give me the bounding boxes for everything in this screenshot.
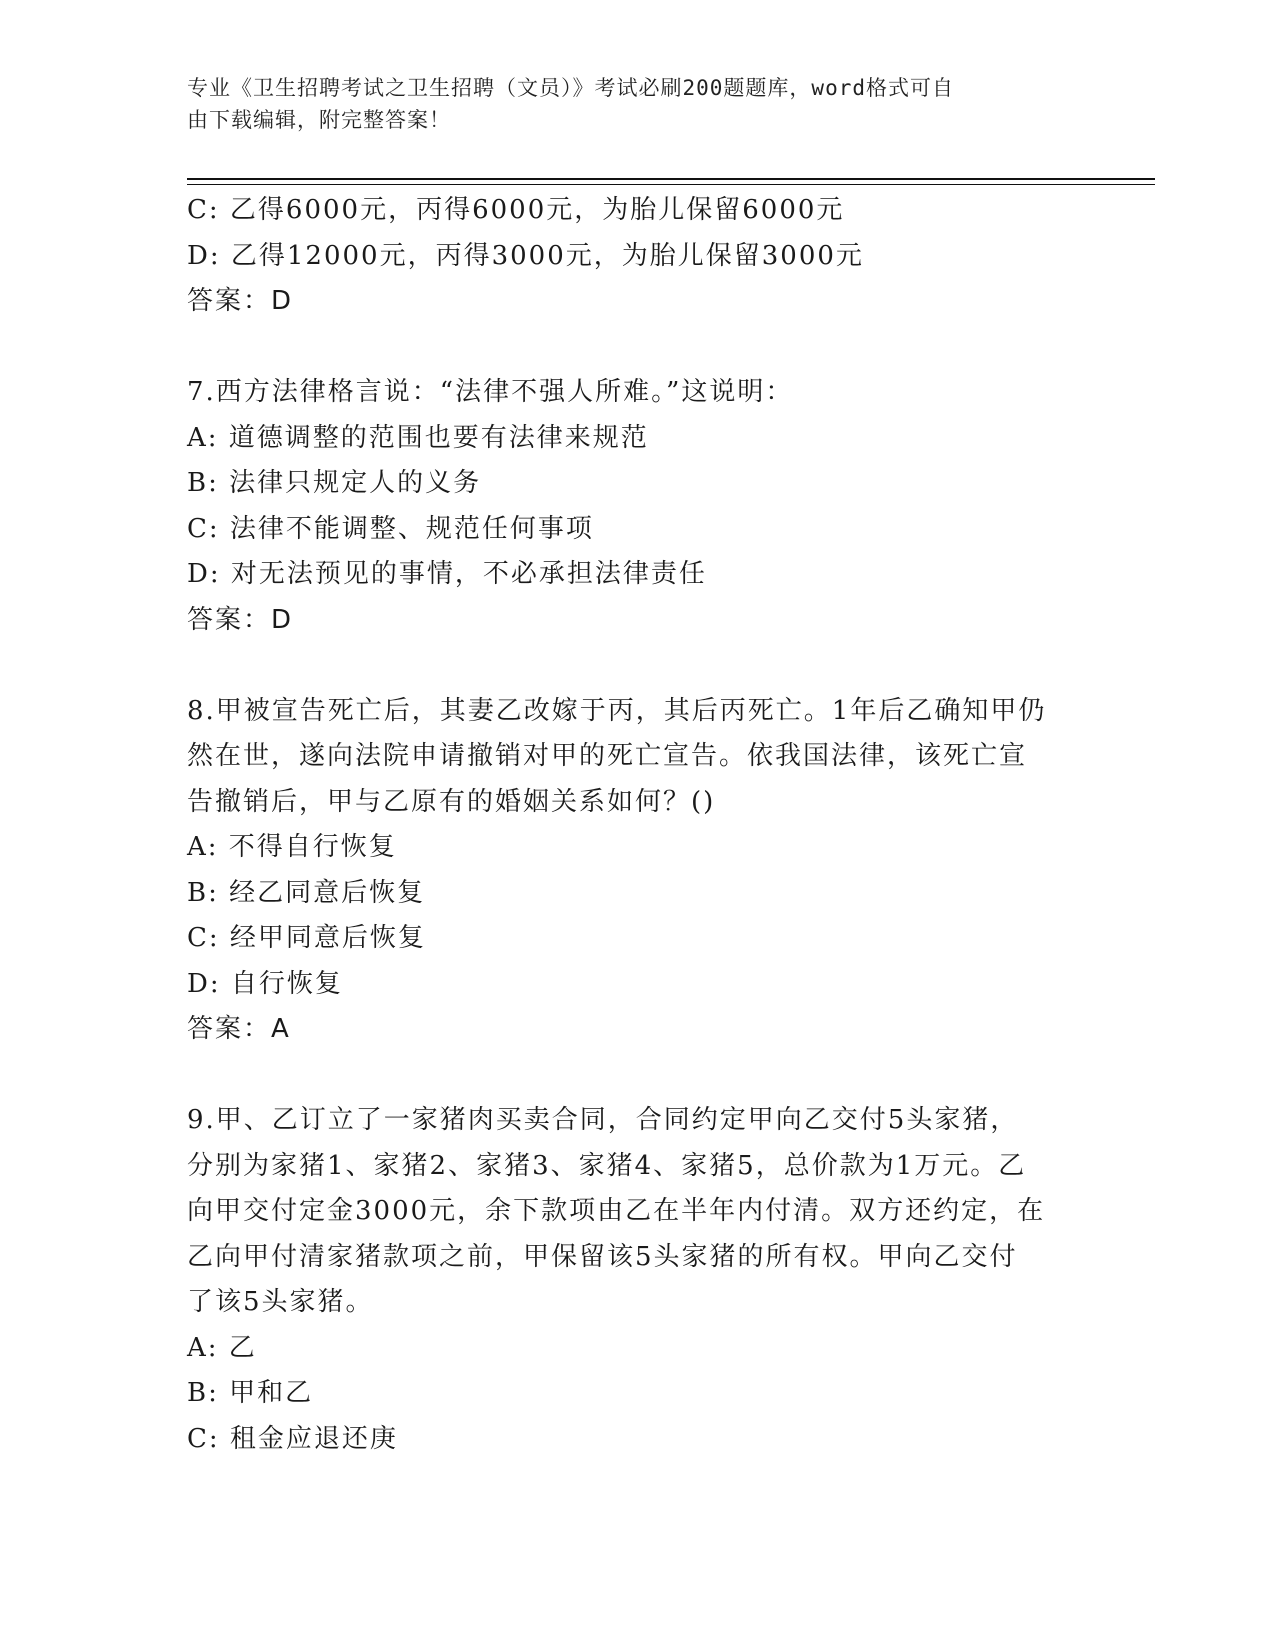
q8-stem-line-1: 8.甲被宣告死亡后，其妻乙改嫁于丙，其后丙死亡。1年后乙确知甲仍 [187,695,1047,726]
prev-answer: 答案：D [187,286,294,316]
q8-option-a: A: 不得自行恢复 [187,832,397,862]
q7-option-a: A: 道德调整的范围也要有法律来规范 [187,422,649,453]
prev-option-d: D: 乙得12000元，丙得3000元，为胎儿保留3000元 [187,240,864,271]
q8-option-c: C: 经甲同意后恢复 [187,923,426,953]
q9-stem-line-4: 乙向甲付清家猪款项之前，甲保留该5头家猪的所有权。甲向乙交付 [187,1241,1018,1272]
q8-option-d: D: 自行恢复 [187,968,343,999]
q9-stem-line-1: 9.甲、乙订立了一家猪肉买卖合同，合同约定甲向乙交付5头家猪， [187,1105,1019,1135]
q8-option-b: B: 经乙同意后恢复 [187,877,426,908]
q9-stem-line-2: 分别为家猪1、家猪2、家猪3、家猪4、家猪5，总价款为1万元。乙 [187,1150,1027,1181]
q7-option-b: B: 法律只规定人的义务 [187,468,482,498]
spacer [187,643,1087,689]
question-content [187,188,1087,1462]
prev-option-c: C: 乙得6000元，丙得6000元，为胎儿保留6000元 [187,195,845,225]
spacer [187,1053,1087,1099]
header-line-1: 专业《卫生招聘考试之卫生招聘（文员）》考试必刷200题题库，word格式可自 [187,76,954,100]
q8-stem-line-3: 告撤销后，甲与乙原有的婚姻关系如何？() [187,786,716,817]
q8-stem-line-2: 然在世，遂向法院申请撤销对甲的死亡宣告。依我国法律，该死亡宣 [187,741,1028,771]
q7-answer: 答案：D [187,604,294,635]
q7-option-d: D: 对无法预见的事情，不必承担法律责任 [187,559,707,589]
q9-stem-line-3: 向甲交付定金3000元，余下款项由乙在半年内付清。双方还约定，在 [187,1196,1046,1226]
q7-stem: 7.西方法律格言说：“法律不强人所难。”这说明： [187,377,794,407]
q7-option-c: C: 法律不能调整、规范任何事项 [187,513,594,544]
q9-option-b: B: 甲和乙 [187,1378,314,1408]
q9-option-c: C: 租金应退还庚 [187,1423,398,1454]
spacer [187,325,1087,371]
header-divider-thin [187,184,1155,185]
q9-option-a: A: 乙 [187,1332,257,1363]
document-header [187,72,1067,136]
header-line-2: 由下载编辑，附完整答案！ [187,108,451,132]
q9-stem-line-5: 了该5头家猪。 [187,1287,374,1317]
header-divider-thick [187,178,1155,180]
q8-answer: 答案：A [187,1014,291,1044]
